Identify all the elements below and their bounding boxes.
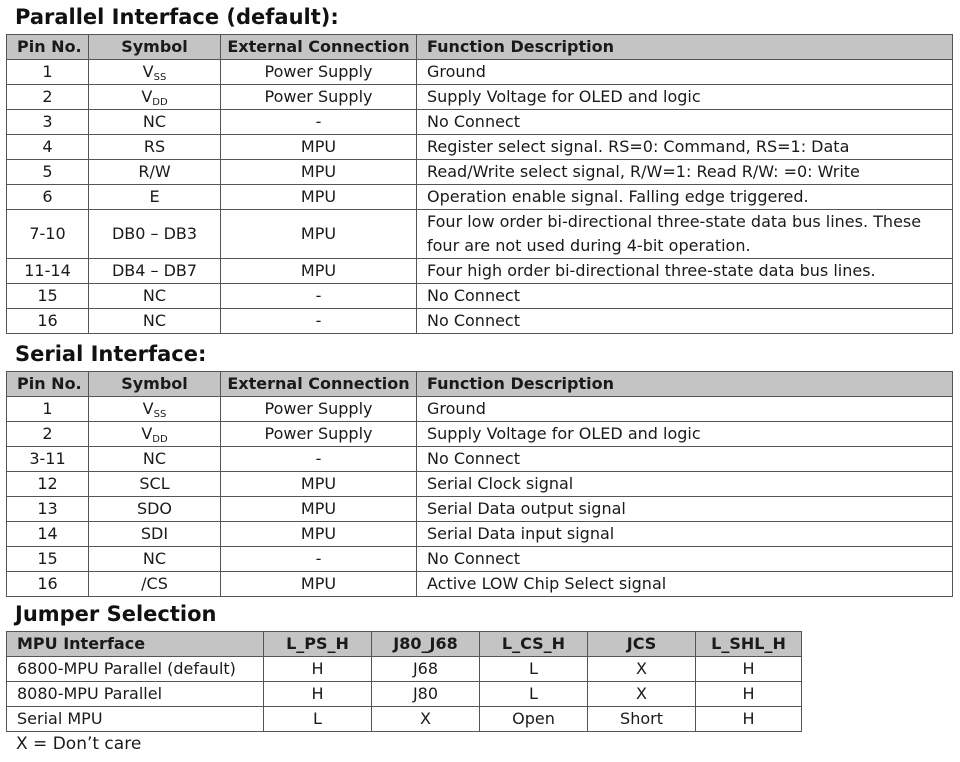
- symbol-text: NC: [142, 449, 167, 468]
- external-connection-cell: MPU: [221, 135, 417, 160]
- symbol-cell: [89, 397, 221, 422]
- symbol-cell: [89, 547, 221, 572]
- function-description-cell: Four high order bi-directional three-state data bus lines.: [417, 259, 953, 284]
- parallel-interface-title: Parallel Interface (default):: [15, 5, 339, 29]
- header-mpu-interface: MPU Interface: [7, 632, 264, 657]
- symbol-cell: [89, 447, 221, 472]
- table-row: [7, 259, 953, 284]
- header-l-shl-h: L_SHL_H: [696, 632, 802, 657]
- function-description-cell: Ground: [417, 60, 953, 85]
- symbol-cell: [89, 135, 221, 160]
- symbol-text: /CS: [141, 574, 168, 593]
- jumper-selection-title: Jumper Selection: [15, 602, 217, 626]
- pin-number-cell: 3-11: [7, 447, 89, 472]
- header-l-cs-h: L_CS_H: [480, 632, 588, 657]
- symbol-subscript: DD: [152, 434, 168, 445]
- l-ps-h-cell: H: [264, 682, 372, 707]
- header-function-description: Function Description: [417, 35, 953, 60]
- function-description-cell: Read/Write select signal, R/W=1: Read R/W: =0: Write: [417, 160, 953, 185]
- symbol-subscript: DD: [152, 97, 168, 108]
- external-connection-cell: Power Supply: [221, 397, 417, 422]
- table-row: [7, 110, 953, 135]
- jcs-cell: X: [588, 657, 696, 682]
- symbol-cell: [89, 309, 221, 334]
- external-connection-cell: -: [221, 309, 417, 334]
- symbol-text: NC: [142, 311, 167, 330]
- table-row: [7, 572, 953, 597]
- symbol-text: NC: [142, 112, 167, 131]
- table-row: [7, 547, 953, 572]
- external-connection-cell: Power Supply: [221, 60, 417, 85]
- j80-j68-cell: X: [372, 707, 480, 732]
- l-cs-h-cell: L: [480, 682, 588, 707]
- pin-number-cell: 3: [7, 110, 89, 135]
- symbol-text: RS: [143, 137, 166, 156]
- external-connection-cell: -: [221, 447, 417, 472]
- function-description-cell: Supply Voltage for OLED and logic: [417, 85, 953, 110]
- symbol-text: E: [149, 187, 160, 206]
- symbol-text: V: [141, 87, 153, 106]
- j80-j68-cell: J68: [372, 657, 480, 682]
- symbol-cell: [89, 422, 221, 447]
- pin-number-cell: 2: [7, 85, 89, 110]
- symbol-text: V: [141, 424, 153, 443]
- table-row: [7, 657, 802, 682]
- function-description-cell: No Connect: [417, 110, 953, 135]
- symbol-cell: [89, 572, 221, 597]
- serial-table-body: [7, 397, 953, 597]
- function-description-cell: No Connect: [417, 309, 953, 334]
- external-connection-cell: -: [221, 284, 417, 309]
- external-connection-cell: MPU: [221, 259, 417, 284]
- pin-number-cell: 15: [7, 547, 89, 572]
- symbol-text: R/W: [138, 162, 171, 181]
- header-pin-no: Pin No.: [7, 372, 89, 397]
- table-row: [7, 497, 953, 522]
- table-header-row: [7, 372, 953, 397]
- l-cs-h-cell: L: [480, 657, 588, 682]
- function-description-cell: Serial Clock signal: [417, 472, 953, 497]
- table-row: [7, 284, 953, 309]
- l-cs-h-cell: Open: [480, 707, 588, 732]
- external-connection-cell: MPU: [221, 210, 417, 259]
- function-description-cell: Serial Data input signal: [417, 522, 953, 547]
- pin-number-cell: 16: [7, 572, 89, 597]
- pin-number-cell: 6: [7, 185, 89, 210]
- parallel-interface-table: [6, 34, 953, 334]
- jcs-cell: Short: [588, 707, 696, 732]
- l-ps-h-cell: L: [264, 707, 372, 732]
- table-row: [7, 210, 953, 259]
- external-connection-cell: MPU: [221, 185, 417, 210]
- function-description-cell: Supply Voltage for OLED and logic: [417, 422, 953, 447]
- pin-number-cell: 15: [7, 284, 89, 309]
- parallel-table-body: [7, 60, 953, 334]
- symbol-cell: [89, 210, 221, 259]
- external-connection-cell: Power Supply: [221, 422, 417, 447]
- symbol-cell: [89, 160, 221, 185]
- table-row: [7, 185, 953, 210]
- table-row: [7, 160, 953, 185]
- function-description-cell: No Connect: [417, 447, 953, 472]
- table-row: [7, 472, 953, 497]
- symbol-cell: [89, 185, 221, 210]
- table-header-row: [7, 35, 953, 60]
- symbol-cell: [89, 472, 221, 497]
- pin-number-cell: 11-14: [7, 259, 89, 284]
- serial-interface-title: Serial Interface:: [15, 342, 207, 366]
- header-symbol: Symbol: [89, 372, 221, 397]
- symbol-text: DB4 – DB7: [111, 261, 198, 280]
- function-description-cell: No Connect: [417, 547, 953, 572]
- function-description-cell: Operation enable signal. Falling edge triggered.: [417, 185, 953, 210]
- symbol-text: SCL: [139, 474, 170, 493]
- mpu-interface-cell: 8080-MPU Parallel: [7, 682, 264, 707]
- symbol-text: SDI: [140, 524, 169, 543]
- header-external-connection: External Connection: [221, 372, 417, 397]
- header-l-ps-h: L_PS_H: [264, 632, 372, 657]
- table-row: [7, 707, 802, 732]
- symbol-cell: [89, 85, 221, 110]
- function-description-cell: Serial Data output signal: [417, 497, 953, 522]
- function-description-cell: Ground: [417, 397, 953, 422]
- header-external-connection: External Connection: [221, 35, 417, 60]
- header-j80-j68: J80_J68: [372, 632, 480, 657]
- table-row: [7, 60, 953, 85]
- external-connection-cell: MPU: [221, 497, 417, 522]
- l-ps-h-cell: H: [264, 657, 372, 682]
- symbol-cell: [89, 497, 221, 522]
- symbol-cell: [89, 522, 221, 547]
- pin-number-cell: 7-10: [7, 210, 89, 259]
- external-connection-cell: MPU: [221, 572, 417, 597]
- table-row: [7, 397, 953, 422]
- symbol-subscript: SS: [153, 409, 167, 420]
- external-connection-cell: MPU: [221, 472, 417, 497]
- symbol-text: SDO: [136, 499, 173, 518]
- function-description-cell: Register select signal. RS=0: Command, RS=1: Data: [417, 135, 953, 160]
- symbol-text: V: [142, 62, 154, 81]
- symbol-cell: [89, 284, 221, 309]
- function-description-cell: Active LOW Chip Select signal: [417, 572, 953, 597]
- symbol-text: NC: [142, 549, 167, 568]
- jumper-selection-table: [6, 631, 802, 732]
- function-description-cell: Four low order bi-directional three-state data bus lines. These four are not used during 4-bit operation.: [417, 210, 953, 259]
- l-shl-h-cell: H: [696, 657, 802, 682]
- table-row: [7, 422, 953, 447]
- header-jcs: JCS: [588, 632, 696, 657]
- symbol-subscript: SS: [153, 72, 167, 83]
- external-connection-cell: -: [221, 110, 417, 135]
- table-row: [7, 309, 953, 334]
- serial-interface-table: [6, 371, 953, 597]
- l-shl-h-cell: H: [696, 682, 802, 707]
- symbol-cell: [89, 110, 221, 135]
- function-description-cell: No Connect: [417, 284, 953, 309]
- l-shl-h-cell: H: [696, 707, 802, 732]
- pin-number-cell: 12: [7, 472, 89, 497]
- table-row: [7, 85, 953, 110]
- table-row: [7, 522, 953, 547]
- table-row: [7, 682, 802, 707]
- header-pin-no: Pin No.: [7, 35, 89, 60]
- header-function-description: Function Description: [417, 372, 953, 397]
- pin-number-cell: 1: [7, 397, 89, 422]
- pin-number-cell: 13: [7, 497, 89, 522]
- external-connection-cell: MPU: [221, 160, 417, 185]
- external-connection-cell: -: [221, 547, 417, 572]
- jumper-table-body: [7, 657, 802, 732]
- symbol-cell: [89, 259, 221, 284]
- pin-number-cell: 16: [7, 309, 89, 334]
- mpu-interface-cell: Serial MPU: [7, 707, 264, 732]
- pin-number-cell: 4: [7, 135, 89, 160]
- pin-number-cell: 5: [7, 160, 89, 185]
- pin-number-cell: 14: [7, 522, 89, 547]
- external-connection-cell: MPU: [221, 522, 417, 547]
- external-connection-cell: Power Supply: [221, 85, 417, 110]
- pin-number-cell: 2: [7, 422, 89, 447]
- mpu-interface-cell: 6800-MPU Parallel (default): [7, 657, 264, 682]
- symbol-cell: [89, 60, 221, 85]
- pin-number-cell: 1: [7, 60, 89, 85]
- symbol-text: DB0 – DB3: [111, 224, 198, 243]
- table-row: [7, 447, 953, 472]
- symbol-text: NC: [142, 286, 167, 305]
- symbol-text: V: [142, 399, 154, 418]
- jcs-cell: X: [588, 682, 696, 707]
- header-symbol: Symbol: [89, 35, 221, 60]
- table-row: [7, 135, 953, 160]
- dont-care-note: X = Don’t care: [16, 734, 142, 754]
- j80-j68-cell: J80: [372, 682, 480, 707]
- table-header-row: [7, 632, 802, 657]
